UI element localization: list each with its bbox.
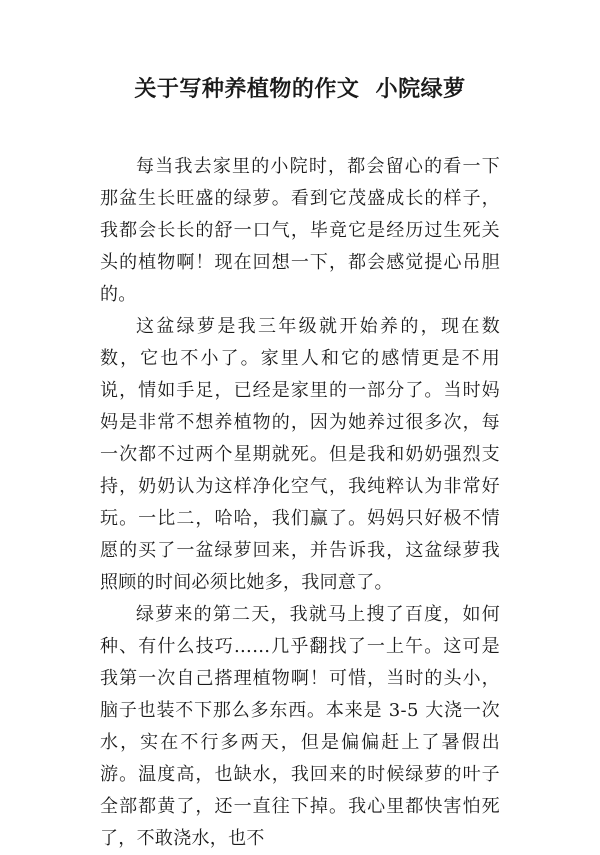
essay-body (100, 151, 500, 855)
paragraph-2: 这盆绿萝是我三年级就开始养的，现在数数，它也不小了。家里人和它的感情更是不用说，情如手足，已经是家里的一部分了。当时妈妈是非常不想养植物的，因为她养过很多次，每一次都不过两个星期就死。但是我和奶奶强烈支持，奶奶认为这样净化空气，我纯粹认为非常好玩。一比二，哈哈，我们赢了。妈妈只好极不情愿的买了一盆绿萝回来，并告诉我，这盆绿萝我照顾的时间必须比她多，我同意了。 (100, 316, 500, 593)
paragraph-3: 绿萝来的第二天，我就马上搜了百度，如何种、有什么技巧……几乎翻找了一上午。这可是我第一次自己搭理植物啊！可惜，当时的头小，脑子也装不下那么多东西。本来是 3-5 大浇一次水，实在不行多两天，但是偏偏赶上了暑假出游。温度高，也缺水，我回来的时候绿萝的叶子全部都黄了，还一直往下掉。我心里都快害怕死了，不敢浇水，也不 (100, 604, 500, 849)
paragraph-1: 每当我去家里的小院时，都会留心的看一下那盆生长旺盛的绿萝。看到它茂盛成长的样子，我都会长长的舒一口气，毕竟它是经历过生死关头的植物啊！现在回想一下，都会感觉提心吊胆的。 (100, 156, 500, 305)
page-title: 关于写种养植物的作文 小院绿萝 (134, 77, 466, 102)
